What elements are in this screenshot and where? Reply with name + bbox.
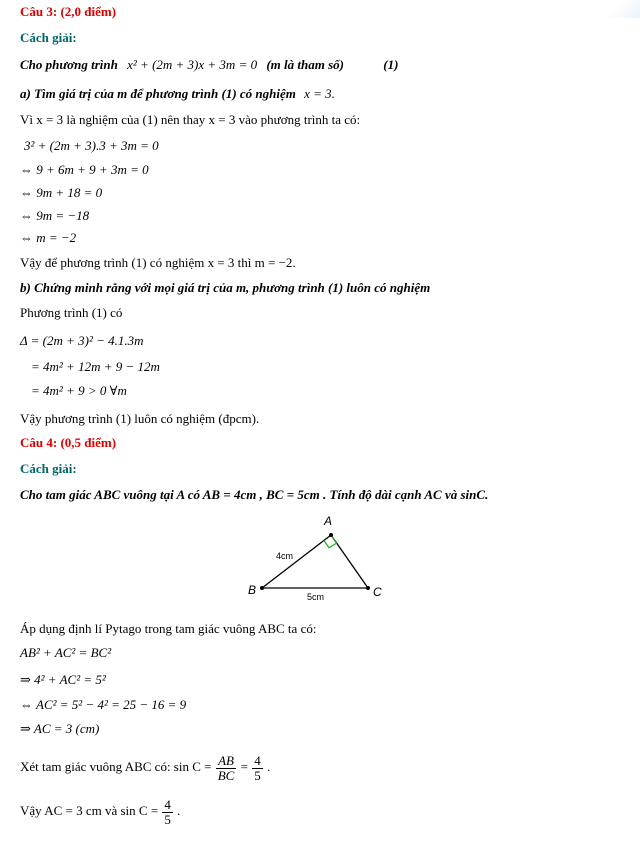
- q3-a-step: ⇔ m = −2: [20, 230, 77, 245]
- q4-final-line: [20, 794, 180, 828]
- vertex-b-label: B: [248, 583, 257, 597]
- q3-a-step: ⇔ 9m = −18: [20, 208, 90, 223]
- q3-b-conclusion: Vậy phương trình (1) luôn có nghiệm (đpcm).: [20, 411, 260, 426]
- q4-step: AB² + AC² = BC²: [20, 645, 112, 660]
- q3-a-step: ⇔ 9 + 6m + 9 + 3m = 0: [20, 162, 149, 177]
- q4-sin-equals: =: [240, 759, 248, 774]
- q3-part-a: [20, 86, 335, 102]
- q3-part-a-equation: x = 3.: [304, 86, 335, 101]
- q4-final-end: .: [177, 803, 181, 818]
- q3-a-step: ⇔ 9m + 18 = 0: [20, 185, 103, 200]
- q3-a-conclusion: Vậy để phương trình (1) có nghiệm x = 3 thì m = −2.: [20, 255, 296, 270]
- right-angle-mark: [324, 535, 337, 548]
- q4-sin-end: .: [266, 759, 271, 774]
- vertex-a-label: A: [324, 514, 333, 528]
- q4-final-fraction: [162, 798, 173, 827]
- q3-method-label: Cách giải:: [20, 30, 77, 45]
- q4-sin-intro: Xét tam giác vuông ABC có: sin C =: [20, 759, 212, 774]
- corner-decoration: [600, 0, 640, 18]
- triangle-figure: [240, 512, 400, 607]
- side-ab-line: [262, 535, 331, 588]
- q4-final-intro: Vậy AC = 3 cm và sin C =: [20, 803, 159, 818]
- fraction-denominator: 5: [254, 767, 261, 783]
- q4-step: ⇔ AC² = 5² − 4² = 25 − 16 = 9: [20, 697, 187, 712]
- q3-b-step: Δ = (2m + 3)² − 4.1.3m: [20, 333, 144, 348]
- q3-a-step: 3² + (2m + 3).3 + 3m = 0: [24, 138, 159, 153]
- q3-problem-equation: x² + (2m + 3)x + 3m = 0: [127, 57, 258, 72]
- fraction-numerator: AB: [216, 754, 237, 769]
- fraction-denominator: BC: [217, 767, 235, 783]
- q4-method-label: Cách giải:: [20, 461, 77, 476]
- q3-b-step: = 4m² + 9 > 0 ∀m: [31, 383, 127, 398]
- q4-problem: Cho tam giác ABC vuông tại A có AB = 4cm , BC = 5cm . Tính độ dài cạnh AC và sinC.: [20, 487, 489, 502]
- q3-problem-label: (1): [383, 57, 399, 72]
- q4-step: ⇒ AC = 3 (cm): [20, 721, 100, 736]
- vertex-c-label: C: [373, 585, 382, 599]
- vertex-c-dot: [366, 586, 370, 590]
- q3-a-intro: Vì x = 3 là nghiệm của (1) nên thay x = 3 vào phương trình ta có:: [20, 112, 361, 127]
- fraction-denominator: 5: [164, 811, 171, 827]
- side-ab-label: 4cm: [276, 551, 294, 561]
- q3-problem: [20, 57, 398, 73]
- q3-problem-intro: Cho phương trình: [20, 57, 118, 72]
- q3-b-step: = 4m² + 12m + 9 − 12m: [31, 359, 160, 374]
- q4-heading: Câu 4: (0,5 điểm): [20, 435, 117, 450]
- vertex-a-dot: [329, 533, 333, 537]
- q3-heading: Câu 3: (2,0 điểm): [20, 4, 117, 19]
- q4-sin-fraction-ab-bc: [216, 754, 237, 783]
- q4-pythagoras-intro: Áp dụng định lí Pytago trong tam giác vuông ABC ta có:: [20, 621, 317, 636]
- q3-problem-note: (m là tham số): [266, 57, 344, 72]
- q4-sin-line: [20, 750, 270, 784]
- fraction-numerator: 4: [254, 752, 261, 768]
- q4-sin-fraction-value: [252, 754, 263, 783]
- fraction-numerator: 4: [164, 796, 171, 812]
- q4-step: ⇒ 4² + AC² = 5²: [20, 672, 106, 687]
- vertex-b-dot: [260, 586, 264, 590]
- side-bc-label: 5cm: [307, 592, 325, 602]
- q3-b-intro: Phương trình (1) có: [20, 305, 123, 320]
- q3-part-a-text: a) Tìm giá trị của m để phương trình (1) có nghiệm: [20, 86, 296, 101]
- q3-part-b-text: b) Chứng minh rằng với mọi giá trị của m, phương trình (1) luôn có nghiệm: [20, 280, 431, 295]
